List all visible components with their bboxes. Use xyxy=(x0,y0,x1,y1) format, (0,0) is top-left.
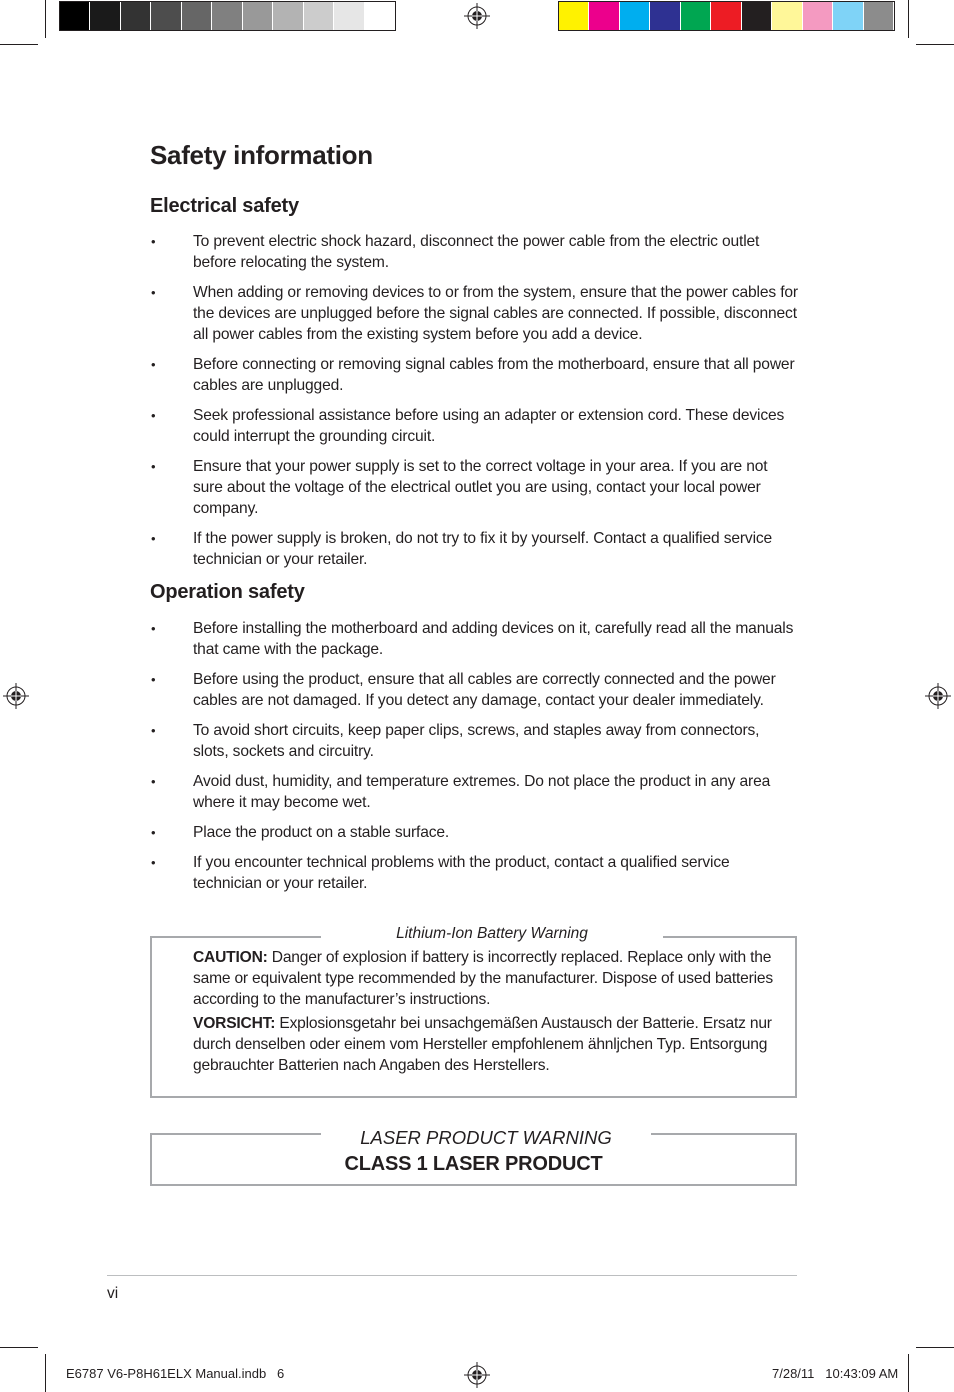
crop-mark-bottom-right-v xyxy=(908,1354,909,1392)
slug-datetime: 7/28/11 10:43:09 AM xyxy=(772,1366,899,1381)
list-item-text: Before using the product, ensure that all cables are correctly connected and the power cables are not damaged. If you detect any damage, contact your dealer immediately. xyxy=(193,671,776,709)
color-swatch xyxy=(559,2,589,30)
bullet-icon: • xyxy=(151,408,156,423)
list-item xyxy=(150,456,798,519)
operation-safety-heading: Operation safety xyxy=(150,581,305,603)
electrical-safety-list xyxy=(150,231,798,570)
list-item xyxy=(150,528,798,570)
list-item-text: To avoid short circuits, keep paper clips, screws, and staples away from connectors, slots, sockets and circuitry. xyxy=(193,722,760,760)
page-title: Safety information xyxy=(150,140,373,170)
list-item xyxy=(150,231,798,273)
list-item xyxy=(150,852,798,894)
color-swatch xyxy=(620,2,650,30)
color-swatch xyxy=(365,2,395,30)
list-item xyxy=(150,618,798,660)
bullet-icon: • xyxy=(151,234,156,249)
color-swatch xyxy=(90,2,120,30)
page-number: vi xyxy=(107,1285,119,1302)
bullet-icon: • xyxy=(151,285,156,300)
grayscale-bar xyxy=(59,1,396,31)
color-swatch xyxy=(711,2,741,30)
color-swatch xyxy=(182,2,212,30)
laser-class-text: CLASS 1 LASER PRODUCT xyxy=(344,1153,603,1175)
registration-mark-icon xyxy=(464,1362,490,1388)
color-swatch xyxy=(121,2,151,30)
list-item-text: Seek professional assistance before using an adapter or extension cord. These devices could interrupt the grounding circuit. xyxy=(193,407,785,445)
crop-mark-bottom-left-h xyxy=(0,1347,38,1348)
vorsicht-lead: VORSICHT: xyxy=(193,1015,276,1032)
color-swatch xyxy=(304,2,334,30)
list-item xyxy=(150,669,798,711)
crop-mark-top-left-v xyxy=(45,0,46,38)
crop-mark-top-right-v xyxy=(908,0,909,38)
list-item-text: If you encounter technical problems with the product, contact a qualified service technician or your retailer. xyxy=(193,854,730,892)
list-item xyxy=(150,720,798,762)
color-swatch xyxy=(334,2,364,30)
color-swatch xyxy=(212,2,242,30)
color-swatch xyxy=(589,2,619,30)
bullet-icon: • xyxy=(151,531,156,546)
list-item xyxy=(150,822,798,843)
registration-mark-icon xyxy=(925,683,951,709)
list-item-text: Place the product on a stable surface. xyxy=(193,824,450,841)
list-item xyxy=(150,405,798,447)
operation-safety-list xyxy=(150,618,798,894)
bullet-icon: • xyxy=(151,672,156,687)
bullet-icon: • xyxy=(151,621,156,636)
color-swatch xyxy=(742,2,772,30)
color-swatch xyxy=(60,2,90,30)
crop-mark-top-left-h xyxy=(0,44,38,45)
slug-filename: E6787 V6-P8H61ELX Manual.indb 6 xyxy=(66,1366,285,1381)
color-swatch xyxy=(151,2,181,30)
vorsicht-body: Explosionsgetahr bei unsachgemäßen Austausch der Batterie. Ersatz nur durch denselben oder einem vom Hersteller empfohlenem ähnljchen Typ. Entsorgung gebrauchter Batterien nach Angaben des Herstellers. xyxy=(193,1015,772,1074)
caution-lead: CAUTION: xyxy=(193,949,268,966)
list-item-text: Avoid dust, humidity, and temperature extremes. Do not place the product in any area where it may become wet. xyxy=(193,773,771,811)
list-item xyxy=(150,771,798,813)
bullet-icon: • xyxy=(151,723,156,738)
color-swatch xyxy=(772,2,802,30)
list-item-text: Ensure that your power supply is set to the correct voltage in your area. If you are not sure about the voltage of the electrical outlet you are using, contact your local power company. xyxy=(193,458,768,517)
color-swatch xyxy=(681,2,711,30)
registration-mark-icon xyxy=(464,3,490,29)
list-item xyxy=(150,354,798,396)
list-item-text: When adding or removing devices to or from the system, ensure that the power cables for the devices are unplugged before the signal cables are connected. If possible, disconnect all power cables from the existing system before you add a device. xyxy=(193,284,798,343)
color-swatch xyxy=(803,2,833,30)
caution-body: Danger of explosion if battery is incorrectly replaced. Replace only with the same or equivalent type recommended by the manufacturer. Dispose of used batteries according to the manufacturer’s instructions. xyxy=(193,949,773,1008)
color-bar xyxy=(558,1,895,31)
color-swatch xyxy=(243,2,273,30)
battery-warning-label: Lithium-Ion Battery Warning xyxy=(321,923,663,949)
bullet-icon: • xyxy=(151,357,156,372)
color-swatch xyxy=(273,2,303,30)
registration-mark-icon xyxy=(3,683,29,709)
color-swatch xyxy=(864,2,894,30)
bullet-icon: • xyxy=(151,774,156,789)
crop-mark-top-right-h xyxy=(916,44,954,45)
bullet-icon: • xyxy=(151,825,156,840)
footer-divider xyxy=(107,1275,797,1276)
color-swatch xyxy=(650,2,680,30)
electrical-safety-heading: Electrical safety xyxy=(150,195,299,217)
bullet-icon: • xyxy=(151,459,156,474)
list-item-text: Before installing the motherboard and adding devices on it, carefully read all the manuals that came with the package. xyxy=(193,620,794,658)
battery-caution-text xyxy=(193,947,795,1010)
list-item-text: To prevent electric shock hazard, disconnect the power cable from the electric outlet before relocating the system. xyxy=(193,233,760,271)
color-swatch xyxy=(833,2,863,30)
list-item xyxy=(150,282,798,345)
crop-mark-bottom-left-v xyxy=(45,1354,46,1392)
bullet-icon: • xyxy=(151,855,156,870)
battery-vorsicht-text xyxy=(193,1013,795,1076)
crop-mark-bottom-right-h xyxy=(916,1347,954,1348)
list-item-text: If the power supply is broken, do not try to fix it by yourself. Contact a qualified service technician or your retailer. xyxy=(193,530,773,568)
laser-warning-label: LASER PRODUCT WARNING xyxy=(321,1125,651,1151)
list-item-text: Before connecting or removing signal cables from the motherboard, ensure that all power cables are unplugged. xyxy=(193,356,795,394)
